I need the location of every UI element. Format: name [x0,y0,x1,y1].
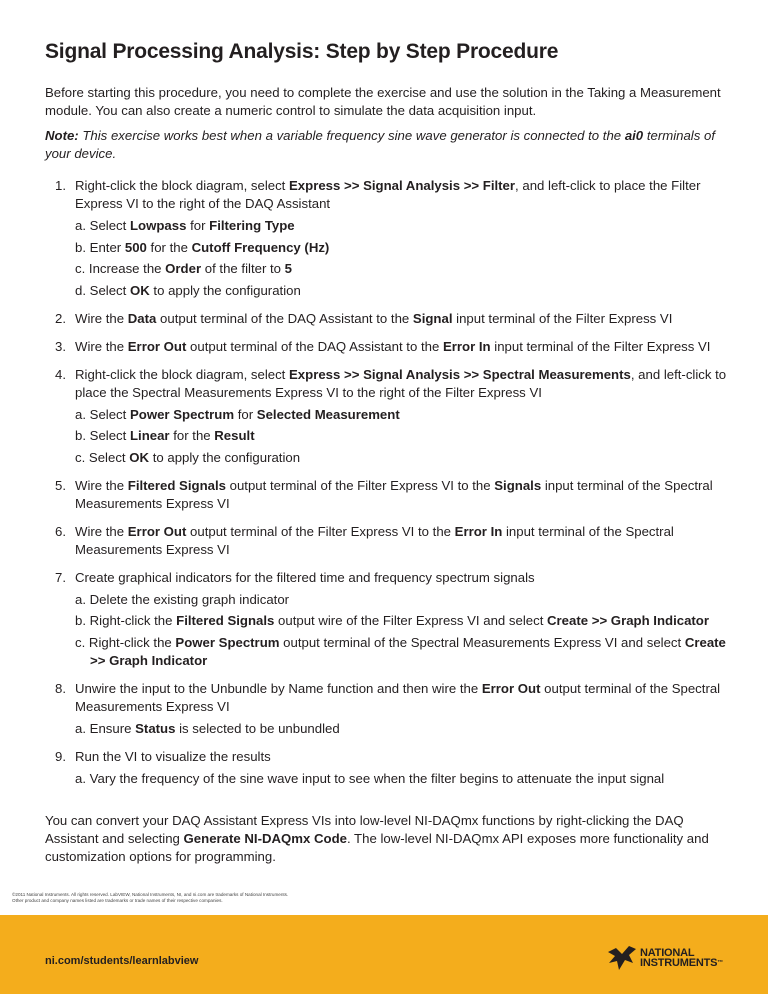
step-bold: Filtered Signals [127,477,226,493]
substeps-list [75,770,735,788]
substep [75,282,735,300]
substep-bold: Cutoff Frequency (Hz) [191,239,330,255]
fine-print [12,892,612,904]
step-text: Wire the [75,523,128,539]
substep-bold: Create >> Graph Indicator [547,613,709,628]
substep-bold: Lowpass [129,218,187,233]
ni-logo-wordmark [640,948,723,968]
substep-bold: Status [135,720,176,736]
procedure-step [45,477,735,513]
step-text [75,523,735,559]
page-title: Signal Processing Analysis: Step by Step Procedure [45,40,559,63]
step-number: 3. [55,338,66,354]
intro-paragraph: Before starting this procedure, you need to complete the exercise and use the solution in the Taking a Measurement module. You can also create a numeric control to simulate the data acquisition input. [45,85,721,118]
logo-trademark: ™ [717,960,724,966]
procedure-step [45,366,735,467]
step-text [75,748,735,766]
substep-bold: Result [214,428,255,443]
substeps-list [75,720,735,738]
substep-text: to apply the configuration [149,449,301,465]
step-text [75,477,735,513]
substep-bold: Order [165,261,202,276]
substep-bold: OK [129,449,150,465]
substeps-list [75,591,735,670]
substep-bold: Filtering Type [209,218,295,233]
step-bold: Data [127,310,157,326]
substep [75,449,735,467]
step-bold: Signal [412,310,453,326]
step-bold: Express >> Signal Analysis >> Spectral Measurements [289,366,631,382]
substep-bold: Filtered Signals [176,613,275,628]
substep [75,217,735,235]
step-number: 9. [55,748,66,764]
procedure-steps-list [45,177,735,798]
substep-bold: Linear [129,428,170,443]
step-text: Right-click the block diagram, select [75,178,290,193]
procedure-step [45,310,735,328]
footer-url: ni.com/students/learnlabview [45,955,199,967]
step-text [75,310,735,328]
outro-bold: Generate NI-DAQmx Code [183,831,347,846]
substeps-list [75,217,735,300]
logo-line-2-text: INSTRUMENTS [640,957,718,969]
substep-bold: Power Spectrum [175,634,280,650]
step-text: Run the VI to visualize the results [75,748,271,764]
footer-band [0,915,768,994]
substep-bold: OK [129,282,150,298]
step-text: input terminal of the Filter Express VI [452,310,673,326]
substep [75,634,735,670]
substep-bold: 5 [284,261,292,276]
step-bold: Express >> Signal Analysis >> Filter [289,178,516,193]
logo-line-1: NATIONAL [640,947,695,959]
step-text: input terminal of the Spectral Measurements Express VI [75,523,674,557]
note-paragraph [45,127,725,163]
note-text-before: This exercise works best when a variable frequency sine wave generator is connected to the [78,128,625,143]
outro-text: . The low-level NI-DAQmx API exposes more functionality and customization options for programming. [45,831,709,864]
procedure-step [45,523,735,559]
substep-text: c. Increase the [75,261,166,276]
step-text [75,338,735,356]
substep-text: a. Select [75,218,130,233]
step-number: 5. [55,477,66,493]
substeps-list [75,406,735,467]
substep-text: d. Select [75,282,130,298]
step-text: Wire the [75,338,128,354]
substep [75,239,735,257]
step-number: 2. [55,310,66,326]
step-text: Unwire the input to the Unbundle by Name function and then wire the [75,680,482,696]
outro-paragraph [45,812,725,866]
logo-line-2 [640,958,723,968]
fine-print-line: ©2011 National Instruments. All rights reserved. LabVIEW, National Instruments, NI, and ni.com are trademarks of National Instruments. [12,892,289,897]
substep-text: of the filter to [201,261,285,276]
fine-print-line: Other product and company names listed are trademarks or trade names of their respective companies. [12,898,223,903]
substep-text: c. Select [75,449,130,465]
step-text [75,569,735,587]
substep [75,591,735,609]
step-text: output terminal of the DAQ Assistant to the [186,338,443,354]
step-number: 1. [55,178,66,193]
step-text: Create graphical indicators for the filtered time and frequency spectrum signals [75,569,535,585]
substep-text: for the [169,428,215,443]
step-number: 7. [55,569,66,585]
substep-bold: Selected Measurement [256,406,400,422]
substep-text: a. Select [75,406,130,422]
substep-text: to apply the configuration [149,282,301,298]
substep-text: for [234,406,257,422]
substep-text: b. Select [75,428,130,443]
step-bold: Error Out [127,338,187,354]
step-text [75,366,735,402]
substep-text: output terminal of the Spectral Measurements Express VI and select [279,634,685,650]
note-text-after: terminals of your device. [45,128,715,161]
substep [75,427,735,445]
substep-bold: 500 [124,239,147,255]
step-number: 8. [55,680,66,696]
substep-text: for the [146,239,192,255]
step-text: , and left-click to place the Filter Express VI to the right of the DAQ Assistant [75,178,701,211]
step-text: input terminal of the Filter Express VI [490,338,711,354]
substep-text: for [186,218,210,233]
ni-logo [607,943,723,973]
substep-text: b. Enter [75,239,125,255]
procedure-step [45,680,735,738]
substep-text: output wire of the Filter Express VI and select [274,613,548,628]
substep-bold: Create >> Graph Indicator [90,634,726,668]
step-text: Right-click the block diagram, select [75,366,290,382]
step-text: , and left-click to place the Spectral Measurements Express VI to the right of the Filter Express VI [75,366,727,400]
step-text: Wire the [75,477,128,493]
substep [75,260,735,278]
substep [75,770,735,788]
national-instruments-eagle-logo-icon [607,943,637,973]
step-bold: Signals [494,477,542,493]
substep-text: a. Vary the frequency of the sine wave input to see when the filter begins to attenuate the input signal [75,770,665,786]
step-bold: Error Out [481,680,541,696]
step-text: output terminal of the Spectral Measurements Express VI [75,680,721,714]
substep [75,612,735,630]
note-bold: ai0 [624,128,644,143]
substep-bold: Power Spectrum [129,406,235,422]
substep-text: c. Right-click the [75,634,176,650]
procedure-step [45,748,735,788]
step-text: Wire the [75,310,128,326]
step-number: 6. [55,523,66,539]
step-text: output terminal of the DAQ Assistant to the [156,310,413,326]
procedure-step [45,569,735,670]
step-text [75,680,735,716]
note-label: Note: [45,128,79,143]
substep [75,406,735,424]
substep-text: is selected to be unbundled [175,720,340,736]
step-number: 4. [55,366,66,382]
substep-text: a. Ensure [75,720,136,736]
procedure-step [45,177,735,300]
step-bold: Error In [442,338,491,354]
step-text: input terminal of the Spectral Measurements Express VI [75,477,713,511]
substep [75,720,735,738]
substep-text: b. Right-click the [75,613,177,628]
outro-text: You can convert your DAQ Assistant Express VIs into low-level NI-DAQmx functions by right-clicking the DAQ Assistant and selecting [45,813,684,846]
step-text [75,177,735,213]
substep-text: a. Delete the existing graph indicator [75,591,290,607]
step-bold: Error Out [127,523,187,539]
step-text: output terminal of the Filter Express VI to the [225,477,495,493]
step-text: output terminal of the Filter Express VI to the [186,523,455,539]
step-bold: Error In [454,523,503,539]
procedure-step [45,338,735,356]
